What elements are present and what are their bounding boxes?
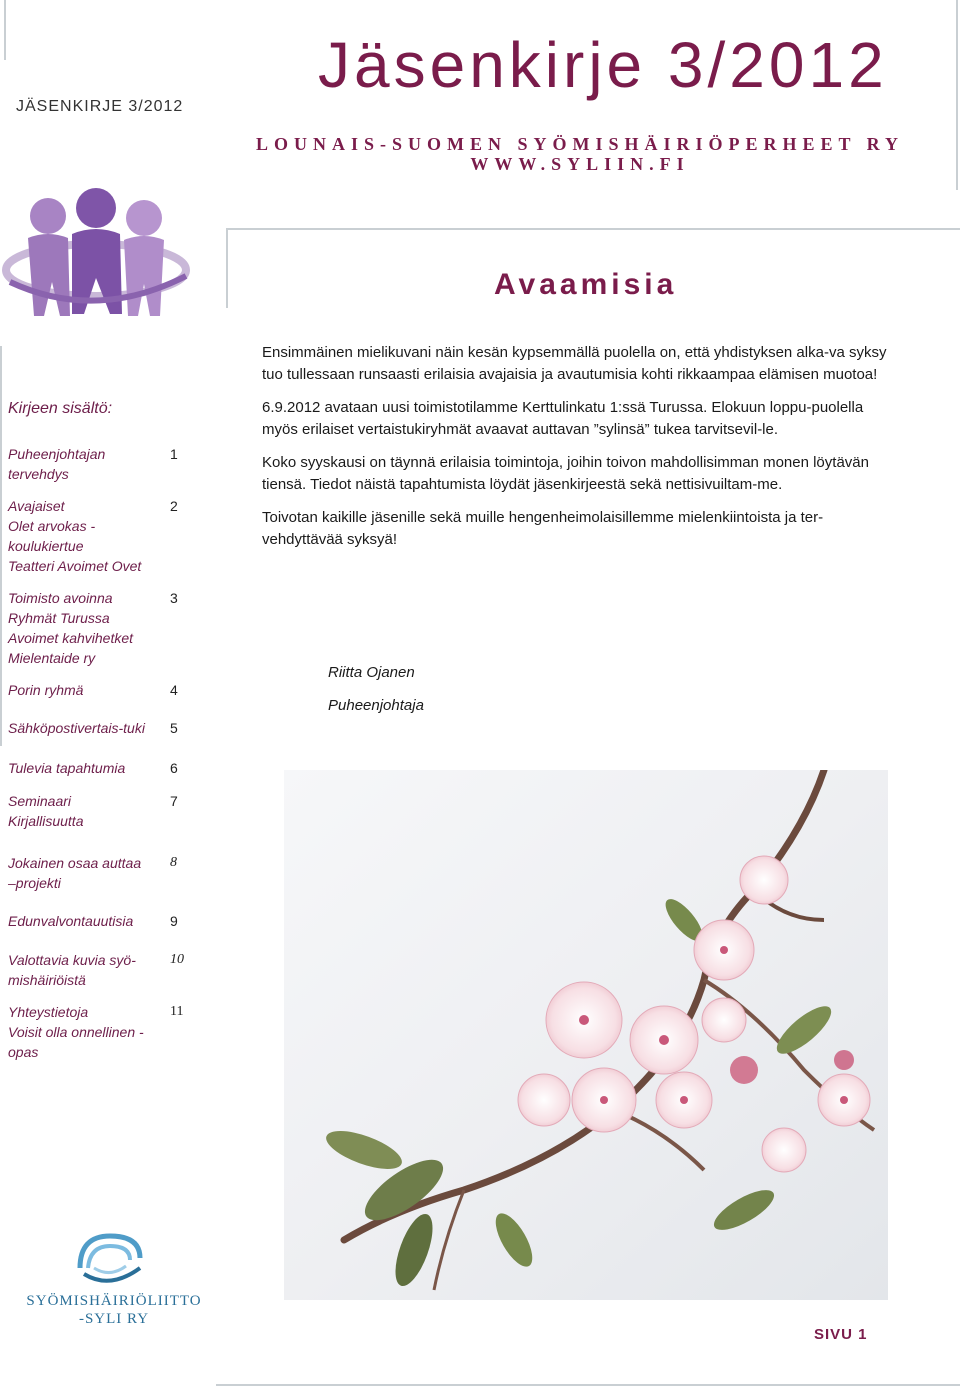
toc-item-label: Avajaiset Olet arvokas - koulukiertue Teatteri Avoimet Ovet: [8, 498, 142, 574]
article-paragraph: Toivotan kaikille jäsenille sekä muille hengenheimolaisillemme mielenkiintoista ja ter-vehdyttävää syksyä!: [262, 509, 824, 548]
toc-item-label: Tulevia tapahtumia: [8, 760, 126, 776]
toc-item-page: 6: [170, 760, 178, 776]
signature-role: Puheenjohtaja: [328, 697, 424, 714]
toc-item[interactable]: [8, 444, 188, 484]
sidebar-issue-label: JÄSENKIRJE 3/2012: [16, 98, 184, 115]
syomishairioliitto-logo-icon: [74, 1228, 146, 1290]
toc-item[interactable]: [8, 853, 188, 893]
association-logo-icon: [0, 186, 200, 336]
toc-item-label: Seminaari Kirjallisuutta: [8, 793, 84, 829]
figure-right-body: [124, 236, 164, 316]
article-paragraph: Ensimmäinen mielikuvani näin kesän kypsemmällä puolella on, että yhdistyksen alka-va syksy tuo tullessaan runsaasti erilaisia avajaisia ja avautumisia kohti rikkaampaa elämisen muotoa!: [262, 344, 887, 383]
toc-item-page: 5: [170, 720, 178, 736]
toc-item-label: Edunvalvontauutisia: [8, 913, 134, 929]
frame-line-bottom: [216, 1384, 960, 1386]
toc-item-page: 9: [170, 913, 178, 929]
frame-line-top-right-vertical: [956, 0, 958, 190]
syomishairioliitto-logo-text: [24, 1292, 204, 1328]
toc-item-page: 11: [170, 1004, 184, 1019]
signature-name: Riitta Ojanen: [328, 664, 415, 681]
frame-line-section-top: [226, 228, 960, 230]
toc-item[interactable]: [8, 911, 188, 931]
toc-item-page: 4: [170, 682, 178, 698]
toc-item-page: 1: [170, 446, 178, 462]
toc-item-page: 2: [170, 498, 178, 514]
toc-item-label: Jokainen osaa auttaa –projekti: [8, 855, 142, 891]
organization-header: [240, 134, 920, 174]
toc-item-label: Puheenjohtajan tervehdys: [8, 446, 106, 482]
toc-item-label: Valottavia kuvia syö- mishäiriöistä: [8, 952, 136, 988]
figure-right-head: [126, 200, 162, 236]
toc-item[interactable]: [8, 950, 188, 990]
frame-line-section-left: [226, 228, 228, 308]
toc-item-page: 8: [170, 855, 177, 870]
toc-item-page: 10: [170, 952, 184, 967]
logo-line-1: SYÖMISHÄIRIÖLIITTO: [26, 1293, 202, 1309]
logo-line-2: -SYLI RY: [78, 1311, 150, 1327]
toc-item[interactable]: [8, 718, 188, 738]
page-number: SIVU 1: [814, 1326, 868, 1343]
toc-item-label: Yhteystietoja Voisit olla onnellinen - opas: [8, 1004, 144, 1060]
frame-line-top-left-vertical: [4, 0, 6, 60]
toc-item-label: Sähköpostivertais-tuki: [8, 720, 145, 736]
frame-line-left-upper: [0, 346, 2, 746]
cherry-blossom-photo: [284, 770, 888, 1300]
toc-item-label: Porin ryhmä: [8, 682, 84, 698]
toc-item[interactable]: [8, 1002, 188, 1062]
toc-heading: Kirjeen sisältö:: [8, 400, 113, 417]
article-paragraph: Koko syyskausi on täynnä erilaisia toimintoja, joihin toivon mahdollisimman monen löytävän tiensä. Tiedot näistä tapahtumista löydät jäsenkirjeestä sekä nettisivuiltam-me.: [262, 454, 869, 493]
toc-item[interactable]: [8, 791, 188, 831]
organization-name: LOUNAIS-SUOMEN SYÖMISHÄIRIÖPERHEET RY: [255, 134, 905, 154]
toc-item[interactable]: [8, 680, 188, 700]
figure-left-head: [30, 198, 66, 234]
toc-item[interactable]: [8, 588, 188, 668]
website-url: WWW.SYLIIN.FI: [470, 154, 690, 174]
figure-center-head: [76, 188, 116, 228]
toc-item-page: 7: [170, 793, 178, 809]
figure-left-body: [28, 234, 70, 316]
toc-item[interactable]: [8, 496, 188, 576]
newsletter-title: Jäsenkirje 3/2012: [318, 29, 888, 101]
toc-item-page: 3: [170, 590, 178, 606]
toc-item[interactable]: [8, 758, 188, 778]
section-title: Avaamisia: [494, 268, 678, 301]
toc-item-label: Toimisto avoinna Ryhmät Turussa Avoimet kahvihetket Mielentaide ry: [8, 590, 134, 666]
article-paragraph: 6.9.2012 avataan uusi toimistotilamme Kerttulinkatu 1:ssä Turussa. Elokuun loppu-puolella myös erilaiset vertaistukiryhmät avaavat auttavan ”sylinsä” tukea tarvitsevil-le.: [262, 399, 864, 438]
article-body: [262, 342, 894, 562]
